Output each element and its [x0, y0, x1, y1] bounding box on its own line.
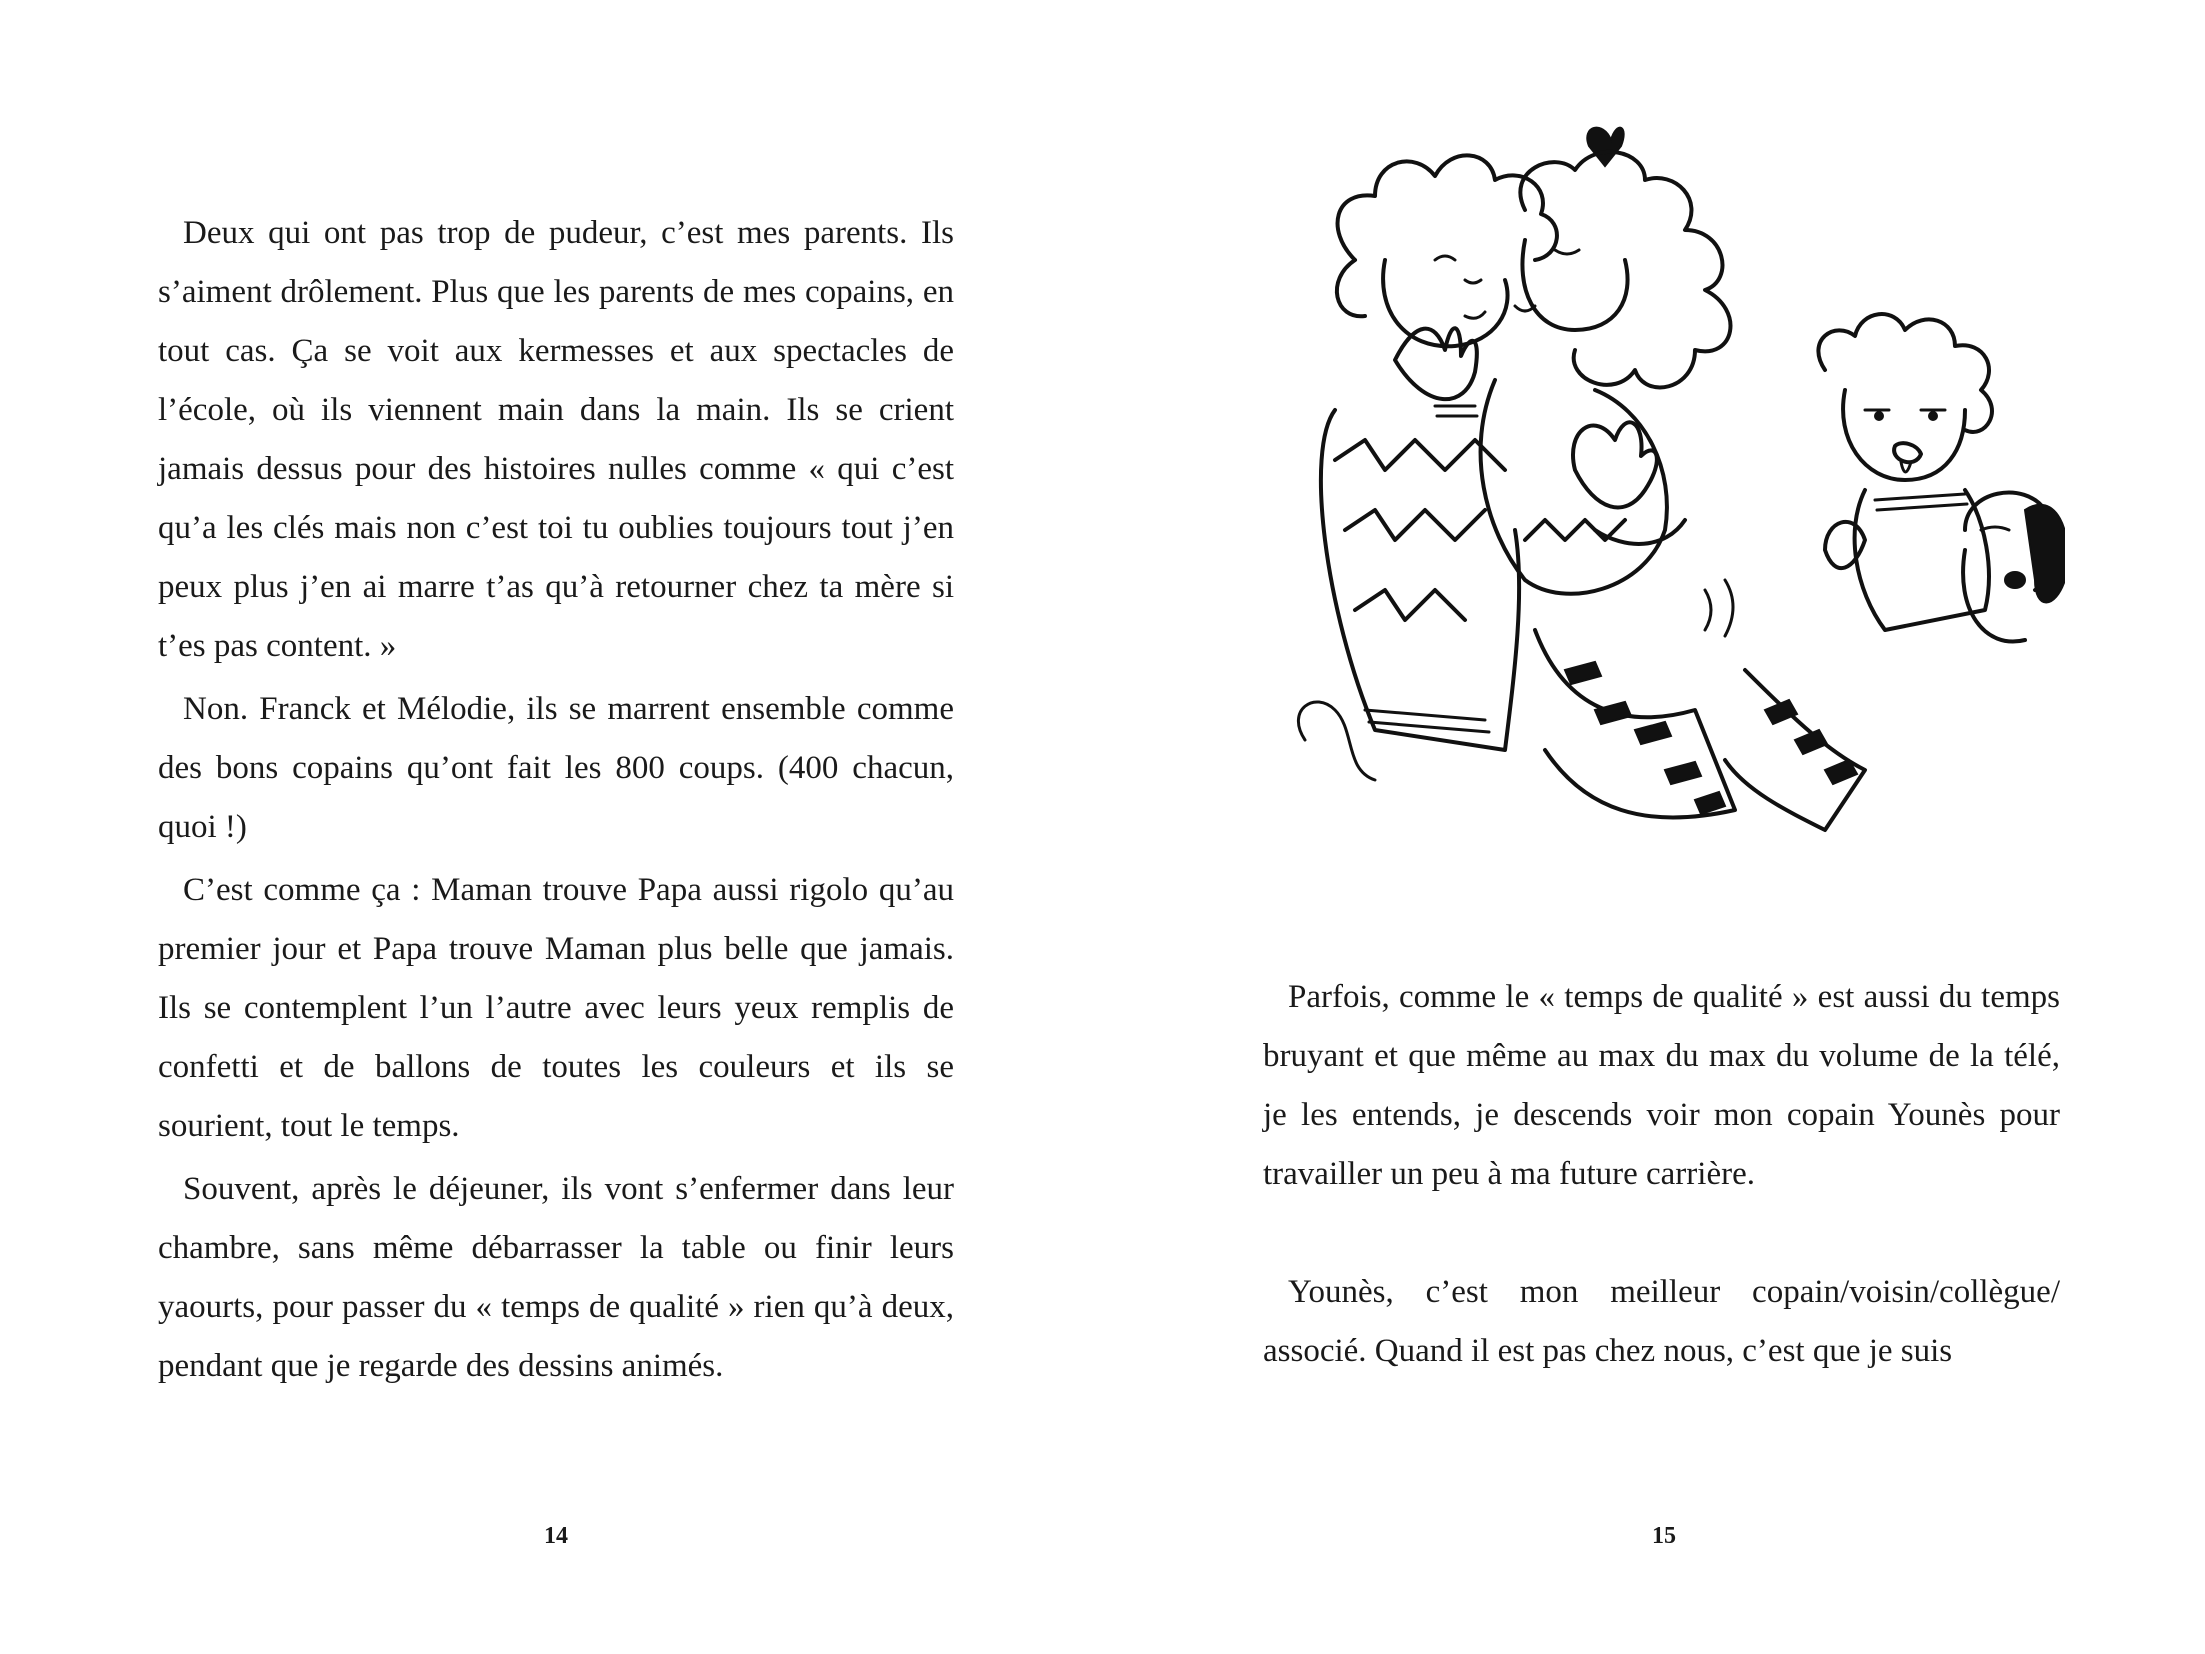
paragraph: Deux qui ont pas trop de pudeur, c’est mes parents. Ils s’aiment drôlement. Plus que les parents de mes copains, en tout cas. Ça se voit aux kermesses et aux spectacles de l’école, où ils viennent main dans la main. Ils se crient jamais dessus pour des histoires nulles comme « qui c’est qu’a les clés mais non c’est toi tu oublies toujours tout j’en peux plus j’en ai marre t’as qu’à retourner chez ta mère si t’es pas content. » — [158, 215, 954, 664]
page-number: 14 — [544, 1523, 568, 1549]
paragraph: Souvent, après le déjeuner, ils vont s’enfermer dans leur chambre, sans même débarrasser la table ou finir leurs yaourts, pour passer du « temps de qualité » rien qu’à deux, pendant que je regarde des dessins animés. — [158, 1171, 954, 1384]
left-page-body — [158, 204, 954, 1396]
left-page — [0, 0, 1102, 1654]
paragraph: C’est comme ça : Maman trouve Papa aussi rigolo qu’au premier jour et Papa trouve Maman plus belle que jamais. Ils se contemplent l’un l’autre avec leurs yeux remplis de confetti et de ballons de toutes les couleurs et ils se sourient, tout le temps. — [158, 872, 954, 1144]
paragraph: Parfois, comme le « temps de qualité » est aussi du temps bruyant et que même au max du max du volume de la télé, je les entends, je descends voir mon copain Younès pour travailler un peu à ma future carrière. — [1263, 979, 2060, 1192]
heart-icon — [1587, 128, 1623, 166]
right-page-body — [1263, 968, 2060, 1381]
paragraph: Younès, c’est mon meilleur copain/voisin/collègue/ associé. Quand il est pas chez nous, c’est que je suis — [1263, 1274, 2060, 1369]
right-page — [1102, 0, 2205, 1654]
paragraph: Non. Franck et Mélodie, ils se marrent ensemble comme des bons copains qu’ont fait les 800 coups. (400 chacun, quoi !) — [158, 691, 954, 845]
couple-kissing-child-dog-illustration — [1265, 110, 2065, 930]
page-number: 15 — [1652, 1523, 1676, 1549]
